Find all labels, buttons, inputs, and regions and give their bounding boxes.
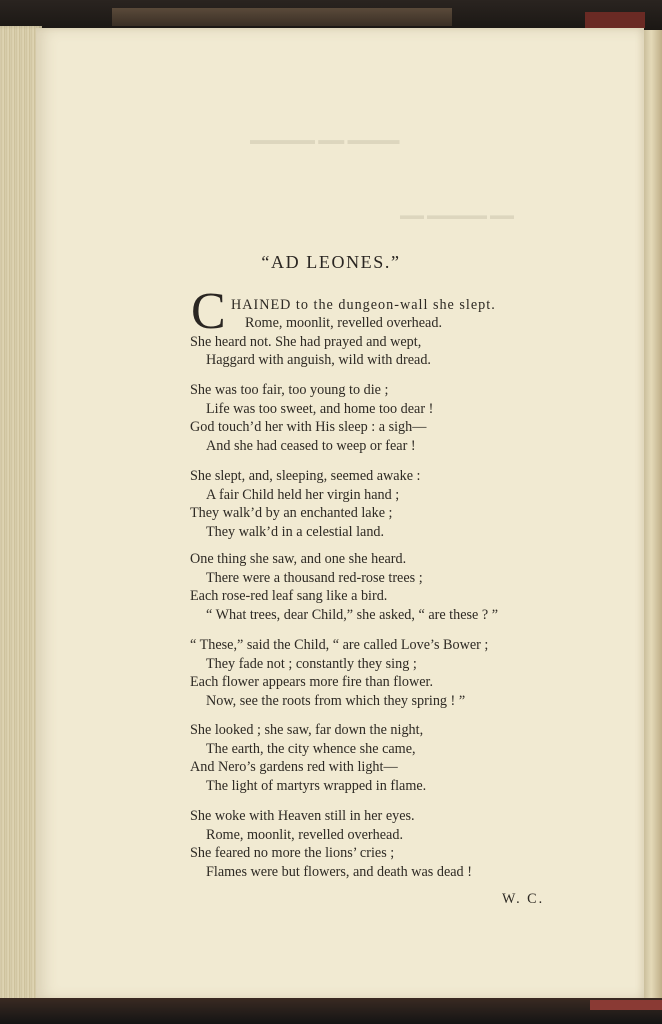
poem-line: “ What trees, dear Child,” she asked, “ are these ? ”: [206, 607, 499, 624]
poem-line: They fade not ; constantly they sing ;: [206, 655, 417, 672]
poem-line: Each flower appears more fire than flower.: [190, 674, 434, 691]
poem-line: They walk’d by an enchanted lake ;: [190, 505, 393, 522]
bleed-through-heading: ▬▬▬▬ ▬▬ ▬▬▬▬▬: [250, 132, 400, 147]
stanza-7: [190, 807, 472, 882]
book-cover-bottom: [0, 998, 662, 1024]
poem-line: The light of martyrs wrapped in flame.: [206, 778, 427, 795]
first-line: [231, 296, 496, 315]
poem-line: She woke with Heaven still in her eyes.: [190, 808, 415, 824]
poem-line: She heard not. She had prayed and wept,: [190, 333, 422, 350]
poem-line: Rome, moonlit, revelled overhead.: [245, 315, 442, 331]
page-right-edge: [644, 30, 662, 1000]
stanza-3: [190, 467, 420, 542]
cover-red-edge: [590, 1000, 662, 1010]
stanza-1: [190, 314, 442, 370]
stanza-5: [190, 636, 488, 711]
poem-line: They walk’d in a celestial land.: [206, 524, 385, 541]
stanza-6: [190, 721, 426, 796]
poem-line: Each rose-red leaf sang like a bird.: [190, 588, 388, 605]
poem-line: One thing she saw, and one she heard.: [190, 551, 407, 567]
poem-line: And she had ceased to weep or fear !: [206, 438, 416, 455]
stanza-4: [190, 550, 498, 625]
bleed-through-column: ▬▬ ▬▬▬▬▬ ▬▬: [400, 208, 514, 222]
poem-line: Now, see the roots from which they spring ! ”: [206, 693, 466, 710]
poem-line: Flames were but flowers, and death was dead !: [206, 864, 472, 881]
poem-line: A fair Child held her virgin hand ;: [206, 486, 400, 503]
poem-line: “ These,” said the Child, “ are called Love’s Bower ;: [190, 637, 489, 653]
cover-label-strip: [112, 8, 452, 26]
stanza-2: [190, 381, 433, 456]
poem-line: The earth, the city whence she came,: [206, 740, 416, 757]
poem-line: HAINED to the dungeon-wall she slept.: [231, 297, 496, 313]
poem-title: “AD LEONES.”: [261, 252, 401, 272]
poem-line: Rome, moonlit, revelled overhead.: [206, 826, 403, 843]
poem-line: She slept, and, sleeping, seemed awake :: [190, 468, 421, 484]
author-signature: W. C.: [502, 891, 545, 907]
cover-red-edge: [585, 12, 645, 28]
poem-line: She looked ; she saw, far down the night,: [190, 722, 424, 738]
poem-line: God touch’d her with His sleep : a sigh—: [190, 419, 427, 436]
poem-line: And Nero’s gardens red with light—: [190, 759, 398, 776]
poem-line: Haggard with anguish, wild with dread.: [206, 352, 431, 369]
poem-line: Life was too sweet, and home too dear !: [206, 400, 434, 417]
poem-line: She was too fair, too young to die ;: [190, 382, 389, 398]
drop-cap: C: [191, 283, 226, 340]
book-cover-top: [0, 0, 662, 30]
poem-line: She feared no more the lions’ cries ;: [190, 845, 395, 862]
poem-line: There were a thousand red-rose trees ;: [206, 569, 423, 586]
